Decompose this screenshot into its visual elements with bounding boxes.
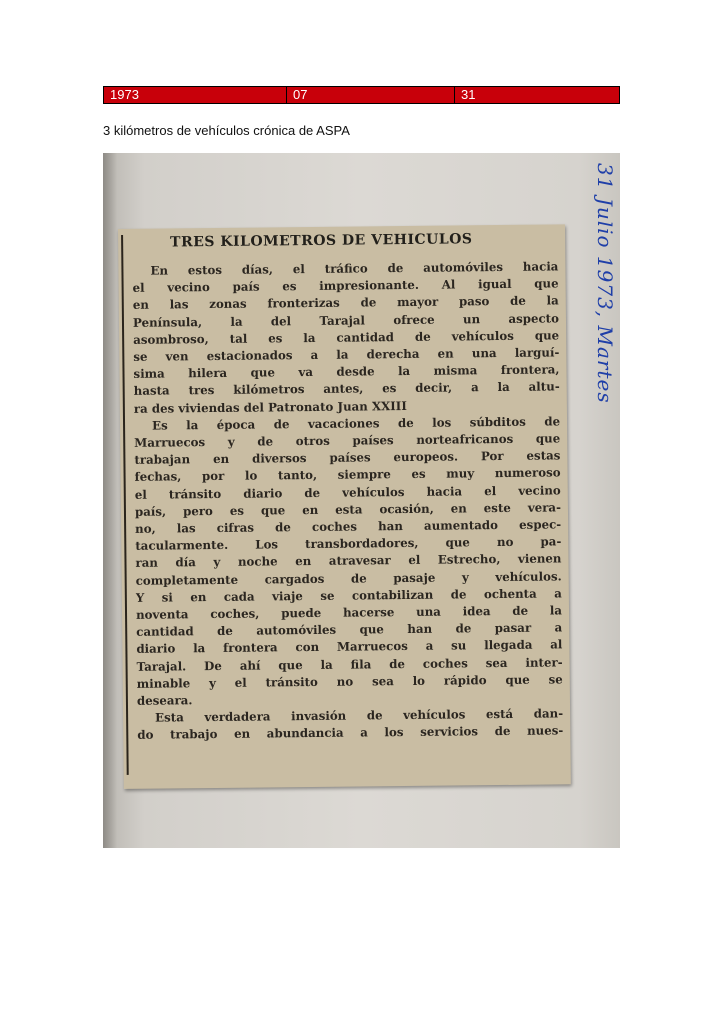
clipping-line: fechas, por lo tanto, siempre es muy numeroso [134,465,561,485]
clipping-line: Esta verdadera invasión de vehículos está dan- [155,706,564,725]
clipping-line: asombroso, tal es la cantidad de vehículos que [133,328,560,347]
date-month: 07 [286,87,454,103]
clipping-line: el vecino país es impresionante. Al igual que [132,276,559,296]
clipping-line: Península, la del Tarajal ofrece un aspecto [132,310,560,330]
date-day: 31 [454,87,619,103]
clipping-line: Tarajal. De ahí que la fila de coches sea inter- [136,655,563,674]
handwritten-date-note: 31 Julio 1973, Martes [593,163,617,404]
clipping-line: En estos días, el tráfico de automóviles hacia [150,259,559,278]
clipping-line: Y si en cada viaje se contabilizan de ochenta a [135,586,562,605]
clipping-line: deseara. [136,693,193,708]
clipping-line: completamente cargados de pasaje y vehículos. [135,569,562,588]
clipping-line: cantidad de automóviles que han de pasar a [136,620,563,640]
clipping-line: país, pero es que en esta ocasión, en este vera- [134,500,562,519]
column-rule [121,235,129,775]
clipping-line: noventa coches, puede hacerse una idea de la [135,603,563,622]
clipping-line: Marruecos y de otros países norteafricanos que [134,431,561,450]
clipping-line: hasta tres kilómetros antes, es decir, a la altu- [133,379,560,399]
clipping-line: tacularmente. Los transbordadores, que no pa- [135,534,562,554]
clipping-line: no, las cifras de coches han aumentado espec- [135,517,562,536]
clipping-line: minable y el tránsito no sea lo rápido que se [136,672,563,691]
clipping-photo [103,153,620,848]
clipping-line: ran día y noche en atravesar el Estrecho, vienen [135,551,562,571]
clipping-line: diario la frontera con Marruecos a su llegada al [136,637,563,657]
clipping-line: do trabajo en abundancia a los servicios de nues- [137,723,564,743]
clipping-line: trabajan en diversos países europeos. Por estas [134,448,561,468]
clipping-line: sima hilera que va desde la misma frontera, [133,362,560,382]
clipping-line: Es la época de vacaciones de los súbditos de [151,414,561,433]
clipping-body [132,258,563,744]
clipping-line: se ven estacionados a la derecha en una larguí- [133,345,560,364]
clipping-line: ra des viviendas del Patronato Juan XXIII [133,398,407,416]
clipping-headline: TRES KILOMETROS DE VEHICULOS [170,231,473,251]
newspaper-clipping [118,224,571,789]
clipping-line: el tránsito diario de vehículos hacia el vecino [134,483,561,502]
document-title: 3 kilómetros de vehículos crónica de ASPA [103,123,350,138]
date-bar [103,86,620,104]
date-year: 1973 [104,87,286,103]
clipping-line: en las zonas fronterizas de mayor paso de la [132,293,559,313]
